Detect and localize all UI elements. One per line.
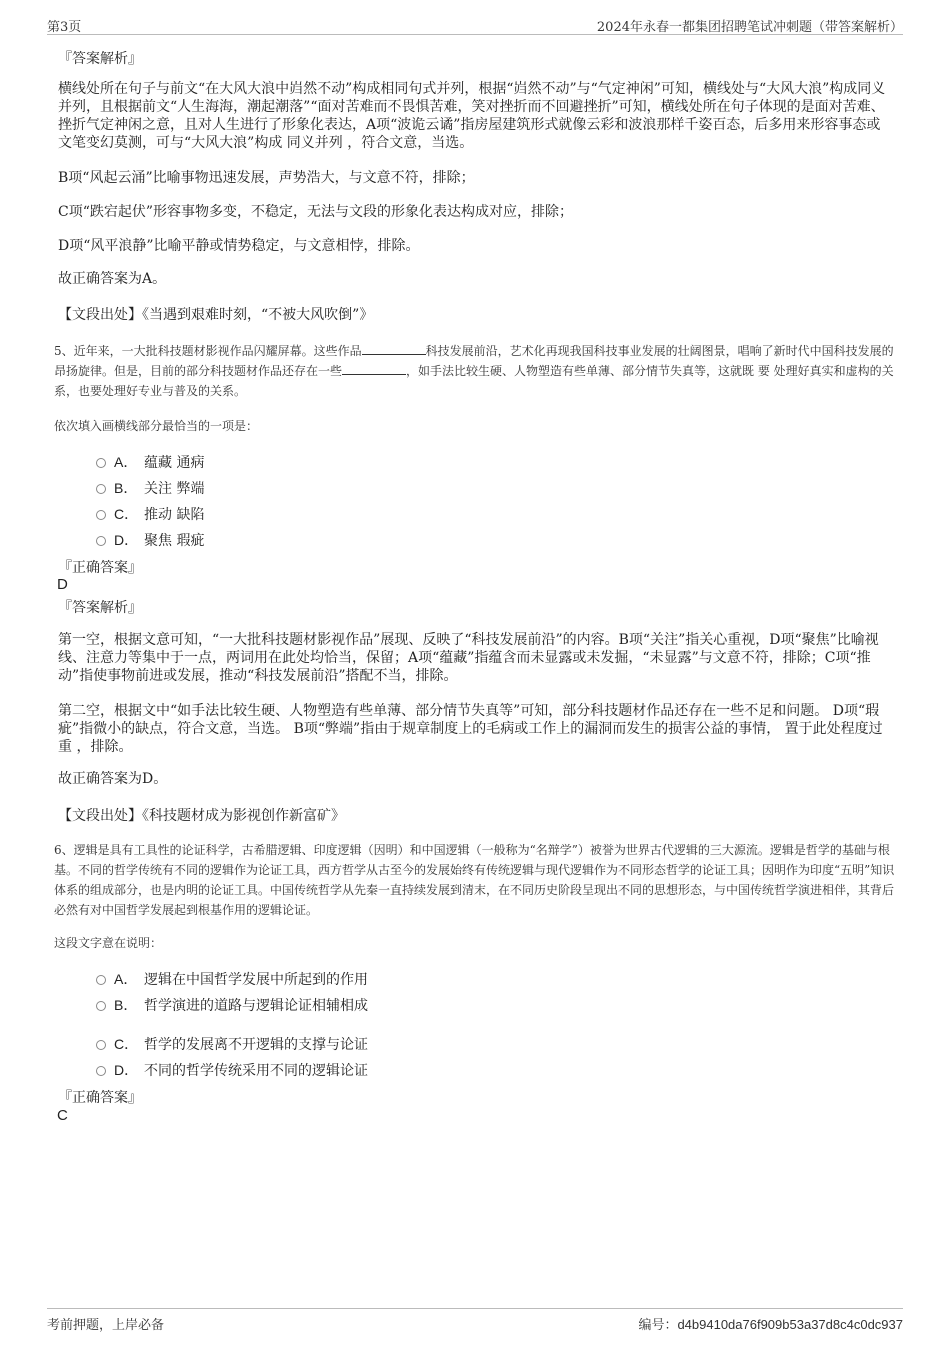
radio-button[interactable]: [96, 1001, 106, 1011]
q6-stem: 6、逻辑是具有工具性的论证科学，古希腊逻辑、印度逻辑（因明）和中国逻辑（一般称为“名辩学”）被誉为世界古代逻辑的三大源流。逻辑是哲学的基础与根基。不同的哲学传统有不同的逻辑作为论证工具，西方哲学从古至今的发展始终有传统逻辑与现代逻辑作为不同形态哲学的论证工具；因明作为印度“五明”知识体系的组成部分，也是内明的论证工具。中国传统哲学从先秦一直持续发展到清末，在不同历史阶段呈现出不同的思想形态，与中国传统哲学演进相伴，其背后必然有对中国哲学发展起到根基作用的逻辑论证。: [54, 843, 895, 917]
page-header: [47, 14, 903, 35]
radio-button[interactable]: [96, 536, 106, 546]
q5-source: 【文段出处】《科技题材成为影视创作新富矿》: [58, 808, 345, 824]
q4-analysis-heading: 『答案解析』: [58, 51, 142, 67]
q5-answer: D: [57, 576, 68, 593]
page-number: 第3页: [47, 20, 82, 35]
q6-answer-heading: 『正确答案』: [58, 1090, 142, 1106]
q5-analysis-heading: 『答案解析』: [58, 600, 142, 616]
footer-slogan: 考前押题，上岸必备: [47, 1318, 165, 1333]
q4-analysis-para: 横线处所在句子与前文“在大风大浪中岿然不动”构成相同句式并列，根据“岿然不动”与“气定神闲”可知，横线处与“大风大浪”构成同义并列，且根据前文“人生海海，潮起潮落”“面对苦难而不畏惧苦难，笑对挫折而不回避挫折”可知，横线处所在句子体现的是面对苦难、挫折气定神闲之意，且对人生进行了形象化表达，A项“波诡云谲”指房屋建筑形式就像云彩和波浪那样千姿百态，后多用来形容事态或文笔变幻莫测，可与“大风大浪”构成 同义并列 ，符合文意，当选。: [58, 81, 886, 151]
fill-blank: [362, 342, 426, 355]
radio-button[interactable]: [96, 975, 106, 985]
q5-prompt: 依次填入画横线部分最恰当的一项是：: [54, 419, 259, 433]
fill-blank: [342, 362, 406, 375]
radio-button[interactable]: [96, 458, 106, 468]
q6-prompt: 这段文字意在说明：: [54, 936, 163, 950]
radio-button[interactable]: [96, 1040, 106, 1050]
radio-button[interactable]: [96, 510, 106, 520]
q4-source: 【文段出处】《当遇到艰难时刻，“不被大风吹倒”》: [58, 307, 374, 323]
radio-button[interactable]: [96, 484, 106, 494]
q5-stem: 5、近年来，一大批科技题材影视作品闪耀屏幕。这些作品 科技发展前沿，艺术化再现我国科技事业发展的壮阔图景，唱响了新时代中国科技发展的昂扬旋律。但是，目前的部分科技题材作品还存在一些 ，如手法比较生硬、人物塑造有些单薄、部分情节失真等，这就既 要 处理好真实和虚构的关系，也要处理好专业与普及的关系。: [54, 344, 894, 398]
q4-conclusion: 故正确答案为A。: [58, 271, 167, 287]
document-serial: 编号：d4b9410da76f909b53a37d8c4c0dc937: [638, 1317, 903, 1332]
q4-analysis-para: D项“风平浪静”比喻平静或情势稳定，与文意相悖，排除。: [58, 238, 420, 254]
q6-answer: C: [57, 1107, 68, 1124]
page-footer: [47, 1308, 903, 1333]
q5-conclusion: 故正确答案为D。: [58, 771, 168, 787]
radio-button[interactable]: [96, 1066, 106, 1076]
q5-answer-heading: 『正确答案』: [58, 560, 142, 576]
q4-analysis-para: C项“跌宕起伏”形容事物多变，不稳定，无法与文段的形象化表达构成对应，排除；: [58, 204, 574, 220]
q5-analysis-para: 第二空，根据文中“如手法比较生硬、人物塑造有些单薄、部分情节失真等”可知，部分科技题材作品还存在一些不足和问题。 D项“瑕疵”指微小的缺点，符合文意，当选。 B项“弊端”指由于规章制度上的毛病或工作上的漏洞而发生的损害公益的事情， 置于此处程度过重 ，排除。: [58, 703, 883, 755]
q4-analysis-para: B项“风起云涌”比喻事物迅速发展，声势浩大，与文意不符，排除；: [58, 170, 475, 186]
document-title: 2024年永春一都集团招聘笔试冲刺题（带答案解析）: [596, 20, 903, 35]
q5-analysis-para: 第一空，根据文意可知，“一大批科技题材影视作品”展现、反映了“科技发展前沿”的内容。B项“关注”指关心重视，D项“聚焦”比喻视线、注意力等集中于一点，两词用在此处均恰当，保留；A项“蕴藏”指蕴含而未显露或未发掘，“未显露”与文意不符，排除；C项“推动”指使事物前进或发展，推动“科技发展前沿”搭配不当，排除。: [58, 632, 879, 684]
